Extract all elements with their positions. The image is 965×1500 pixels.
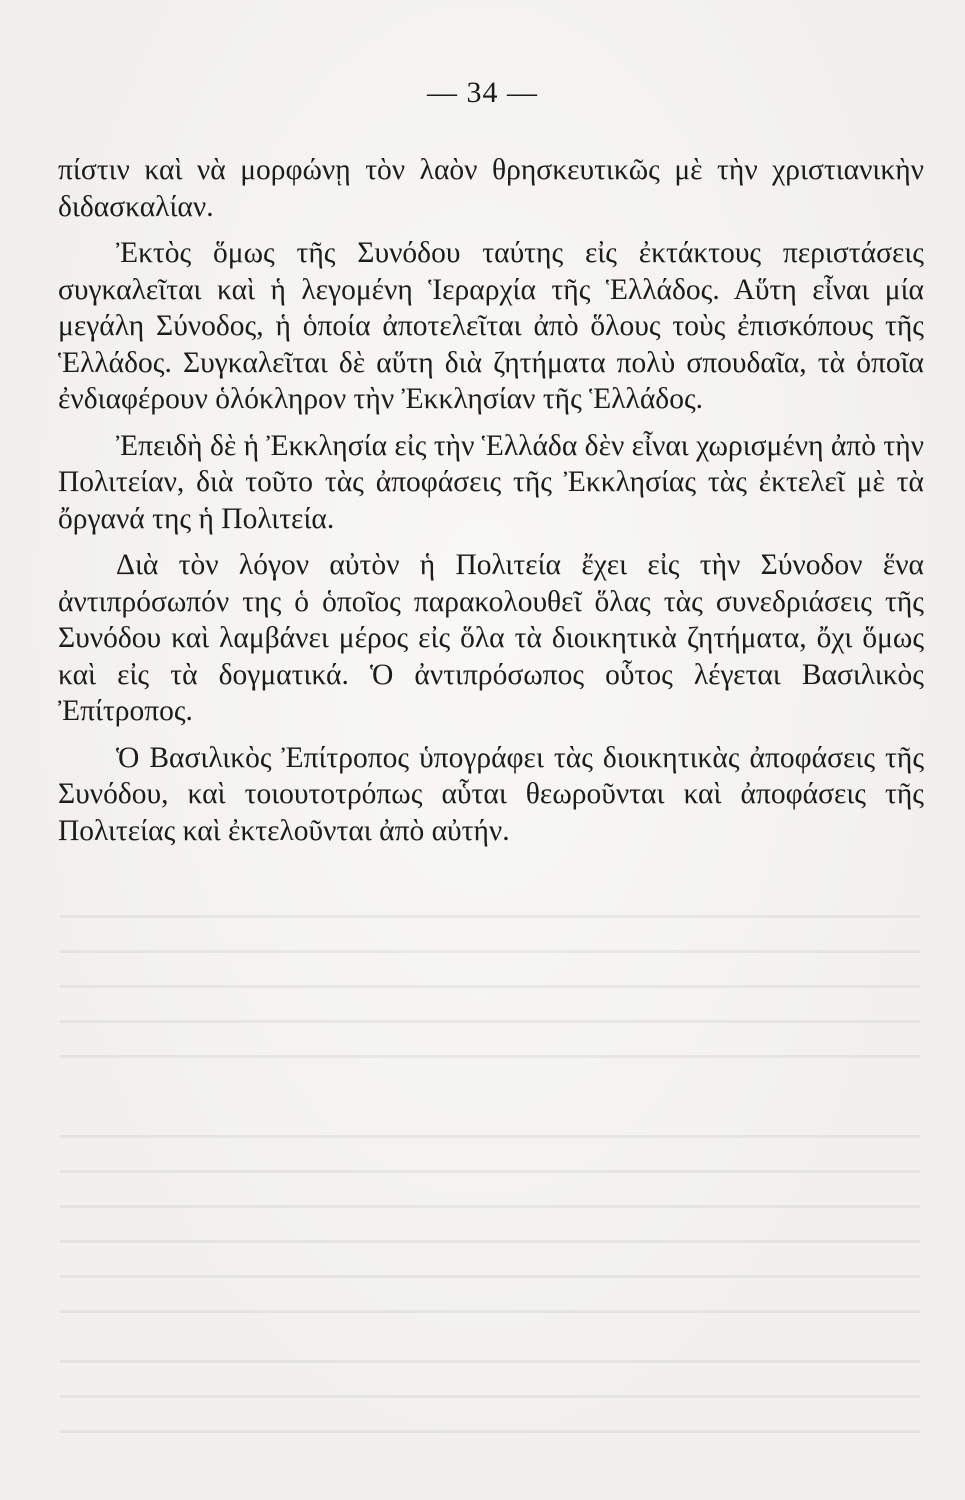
paragraph: πίστιν καὶ νὰ μορφώνῃ τὸν λαὸν θρησκευτικῶς μὲ τὴν χριστιανικὴν διδασκαλίαν. xyxy=(58,154,924,223)
paragraph: Ἐπειδὴ δὲ ἡ Ἐκκλησία εἰς τὴν Ἑλλάδα δὲν εἶναι χωρισμένη ἀπὸ τὴν Πολιτείαν, διὰ τοῦτο τὰς ἀποφάσεις τῆς Ἐκκλησίας τὰς ἐκτελεῖ μὲ τὰ ὄργανά της ἡ Πολιτεία. xyxy=(58,429,924,535)
paragraph: Ὁ Βασιλικὸς Ἐπίτροπος ὑπογράφει τὰς διοικητικὰς ἀποφάσεις τῆς Συνόδου, καὶ τοιουτοτρόπως αὗται θεωροῦνται καὶ ἀποφάσεις τῆς Πολιτείας καὶ ἐκτελοῦνται ἀπὸ αὐτήν. xyxy=(58,741,924,847)
show-through-line xyxy=(60,985,920,988)
show-through-line xyxy=(60,915,920,918)
show-through-line xyxy=(60,1205,920,1208)
show-through-line xyxy=(60,1055,920,1058)
show-through-line xyxy=(60,1360,920,1363)
show-through-line xyxy=(60,950,920,953)
body-text xyxy=(58,152,924,859)
show-through-line xyxy=(60,1310,920,1313)
show-through-line xyxy=(60,1020,920,1023)
show-through-line xyxy=(60,1395,920,1398)
show-through-line xyxy=(60,1275,920,1278)
show-through-line xyxy=(60,1430,920,1433)
show-through-line xyxy=(60,1240,920,1243)
page-number: — 34 — xyxy=(427,76,538,109)
paragraph: Ἐκτὸς ὅμως τῆς Συνόδου ταύτης εἰς ἐκτάκτους περιστάσεις συγκαλεῖται καὶ ἡ λεγομένη Ἱεραρχία τῆς Ἑλλάδος. Αὕτη εἶναι μία μεγάλη Σύνοδος, ἡ ὁποία ἀποτελεῖται ἀπὸ ὅλους τοὺς ἐπισκόπους τῆς Ἑλλάδος. Συγκαλεῖται δὲ αὕτη διὰ ζητήματα πολὺ σπουδαῖα, τὰ ὁποῖα ἐνδιαφέρουν ὁλόκληρον τὴν Ἐκκλησίαν τῆς Ἑλλάδος. xyxy=(58,237,924,415)
show-through-line xyxy=(60,1135,920,1138)
show-through-line xyxy=(60,1170,920,1173)
paragraph: Διὰ τὸν λόγον αὐτὸν ἡ Πολιτεία ἔχει εἰς τὴν Σύνοδον ἕνα ἀντιπρόσωπόν της ὁ ὁποῖος παρακολουθεῖ ὅλας τὰς συνεδριάσεις τῆς Συνόδου καὶ λαμβάνει μέρος εἰς ὅλα τὰ διοικητικὰ ζητήματα, ὄχι ὅμως καὶ εἰς τὰ δογματικά. Ὁ ἀντιπρόσωπος οὗτος λέγεται Βασιλικὸς Ἐπίτροπος. xyxy=(58,549,924,727)
